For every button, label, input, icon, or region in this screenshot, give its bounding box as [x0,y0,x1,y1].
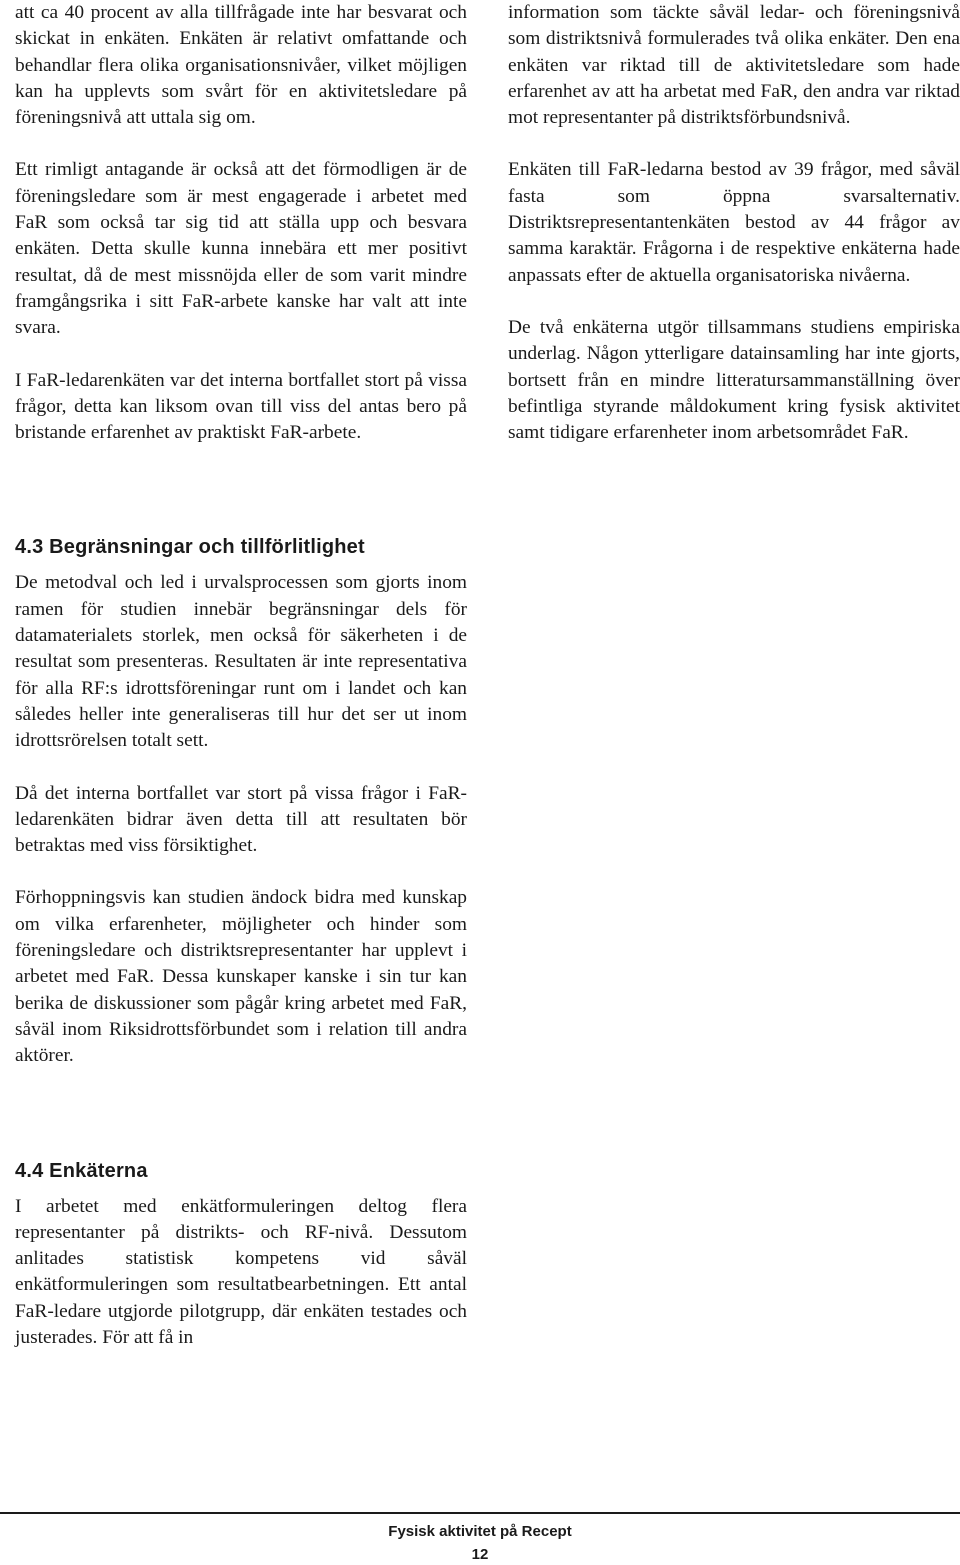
paragraph-gap [508,131,960,157]
page-number: 12 [471,1546,489,1563]
paragraph-gap [15,131,467,157]
footer-divider [0,1512,960,1514]
right-column [508,0,960,446]
paragraph-gap [508,289,960,315]
left-paragraph-5: Då det interna bortfallet var stort på vissa frågor i FaR-ledarenkäten bidrar även detta till att resultaten bör betraktas med viss försiktighet. [15,782,467,857]
left-column [15,0,467,1351]
right-paragraph-2: Enkäten till FaR-ledarna bestod av 39 frågor, med såväl fasta som öppna svarsalternativ. Distriktsrepresentantenkäten bestod av 44 frågor av samma karaktär. Frågorna i de respektive enkäterna hade anpassats efter de aktuella organisatoriska nivåerna. [508,159,960,286]
left-paragraph-1: att ca 40 procent av alla tillfrågade inte har besvarat och skickat in enkäten. Enkäten är relativt omfattande och behandlar flera olika organisationsnivåer, vilket möjligen kan ha upplevts som svårt för en aktivitetsledare på föreningsnivå att uttala sig om. [15,2,467,129]
footer-publication-title: Fysisk aktivitet på Recept [388,1523,572,1540]
section-heading-4-3: 4.3 Begränsningar och tillförlitlighet [15,536,365,559]
right-paragraph-1: information som täckte såväl ledar- och föreningsnivå som distriktsnivå formulerades två olika enkäter. Den ena enkäten var riktad till de aktivitetsledare som hade erfarenhet av att ha arbetat med FaR, den andra var riktad mot representanter på distriktsförbundsnivå. [508,2,960,129]
paragraph-gap [15,342,467,368]
paragraph-gap [15,859,467,885]
left-paragraph-7: I arbetet med enkätformuleringen deltog flera representanter på distrikts- och RF-nivå. Dessutom anlitades statistisk kompetens vid såväl enkätformuleringen som resultatbearbetningen. Ett antal FaR-ledare utgjorde pilotgrupp, där enkäten testades och justerades. För att få in [15,1195,467,1348]
left-paragraph-2: Ett rimligt antagande är också att det förmodligen är de föreningsledare som är mest engagerade i arbetet med FaR som också tar sig tid att ställa upp och besvara enkäten. Detta skulle kunna innebära ett mer positivt resultat, då de mest missnöjda eller de som varit mindre framgångsrika i sitt FaR-arbete kanske har valt att inte svara. [15,159,467,339]
right-paragraph-3: De två enkäterna utgör tillsammans studiens empiriska underlag. Någon ytterligare datainsamling har inte gjorts, bortsett från en mindre litteratursammanställning över befintliga styrande måldokument kring fysisk aktivitet samt tidigare erfarenheter inom arbetsområdet FaR. [508,316,960,444]
section-heading-4-4: 4.4 Enkäterna [15,1159,148,1182]
left-paragraph-4: De metodval och led i urvalsprocessen som gjorts inom ramen för studien innebär begränsningar dels för datamaterialets storlek, men också för säkerheten i de resultat som presenteras. Resultaten är inte representativa för alla RF:s idrottsföreningar runt om i landet och kan således heller inte generaliseras till hur det ser ut inom idrottsrörelsen totalt sett. [15,572,467,752]
left-paragraph-3: I FaR-ledarenkäten var det interna bortfallet stort på vissa frågor, detta kan liksom ovan till viss del antas bero på bristande erfarenhet av praktiskt FaR-arbete. [15,369,467,444]
paragraph-gap [15,755,467,781]
left-paragraph-6: Förhoppningsvis kan studien ändock bidra med kunskap om vilka erfarenheter, möjligheter och hinder som föreningsledare och distriktsrepresentanter har upplevt i arbetet med FaR. Dessa kunskaper kanske i sin tur kan berika de diskussioner som pågår kring arbetet med FaR, såväl inom Riksidrottsförbundet som i relation till andra aktörer. [15,887,467,1067]
